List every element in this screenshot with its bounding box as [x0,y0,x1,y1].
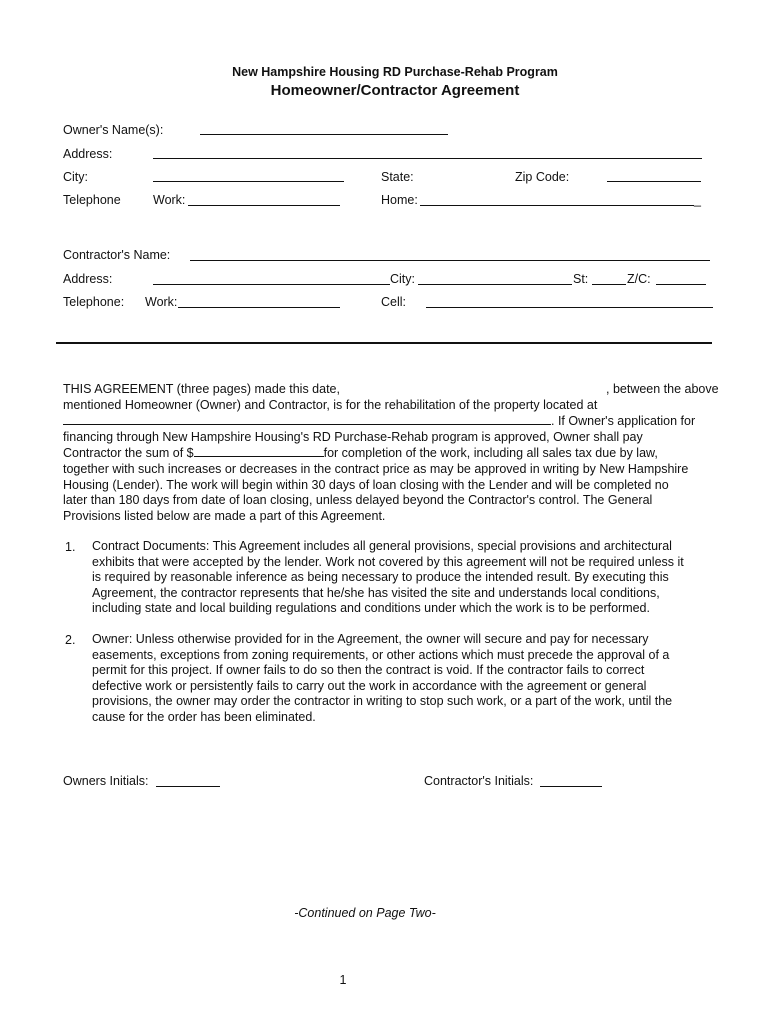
provision-owner [92,632,672,726]
owner-names-field[interactable] [200,134,448,135]
contractor-initials-label: Contractor's Initials: [424,774,534,788]
agreement-line: financing through New Hampshire Housing's RD Purchase-Rehab program is approved, Owner shall pay [63,429,643,444]
contractor-work-label: Work: [145,295,178,309]
agreement-line [63,413,729,430]
contractor-address-label: Address: [63,272,113,286]
provision-contract-documents [92,539,684,617]
owner-home-trail: _ [694,193,701,207]
agreement-line: mentioned Homeowner (Owner) and Contractor, is for the rehabilitation of the property located at [63,397,598,412]
owner-telephone-label: Telephone [63,193,121,207]
owner-initials-label: Owners Initials: [63,774,149,788]
contractor-st-field[interactable] [592,284,626,285]
agreement-sum-text: Contractor the sum of $ [63,446,194,461]
agreement-paragraph [63,382,729,524]
owner-state-label: State: [381,170,414,184]
contractor-cell-field[interactable] [426,307,713,308]
section-divider [56,342,712,344]
property-address-field[interactable] [63,413,551,425]
contractor-name-field[interactable] [190,260,710,261]
owner-zip-label: Zip Code: [515,170,570,184]
owner-initials-field[interactable] [156,786,220,787]
provision-line: provisions, the owner may order the contractor in writing to stop such work, or a part of the work, until the [92,694,673,709]
contractor-initials-field[interactable] [540,786,602,787]
owner-work-label: Work: [153,193,186,207]
provision-line: Agreement, the contractor represents that he/she has visited the site and understands local conditions, [92,585,660,600]
owner-home-phone-field[interactable] [420,205,694,206]
contractor-work-phone-field[interactable] [178,307,340,308]
owner-home-label: Home: [381,193,418,207]
provision-line: defective work or persistently fails to carry out the work in accordance with the agreement or general [92,678,647,693]
agreement-line: Provisions listed below are made a part of this Agreement. [63,508,386,523]
provision-number: 2. [65,633,76,647]
agreement-line [63,445,729,462]
provision-line: is required by reasonable inference as being necessary to produce the intended result. By executing this [92,570,669,585]
provision-line: easements, exceptions from zoning requirements, or other actions which must precede the approval of a [92,647,670,662]
contractor-address-field[interactable] [153,284,390,285]
provision-line: exhibits that were accepted by the lender. Work not covered by this agreement will not be required unless it [92,554,684,569]
contractor-zc-label: Z/C: [627,272,651,286]
agreement-date-text: THIS AGREEMENT (three pages) made this date, [63,382,340,396]
agreement-line: Housing (Lender). The work will begin within 30 days of loan closing with the Lender and will be completed no [63,477,669,492]
page-title: Homeowner/Contractor Agreement [270,82,520,99]
provision-line: cause for the order has been eliminated. [92,709,316,724]
agreement-line [63,382,729,398]
agreement-application-text: . If Owner's application for [551,414,696,429]
provision-line: including state and local building regulations and conditions under which the work is to be performed. [92,601,650,616]
provision-line: Owner: Unless otherwise provided for in the Agreement, the owner will secure and pay for necessary [92,632,649,646]
owner-address-field[interactable] [153,158,702,159]
owner-zip-field[interactable] [607,181,701,182]
contractor-zc-field[interactable] [656,284,706,285]
owner-city-field[interactable] [153,181,344,182]
contract-sum-field[interactable] [194,445,324,457]
contractor-telephone-label: Telephone: [63,295,125,309]
contractor-st-label: St: [573,272,589,286]
owner-address-label: Address: [63,147,113,161]
agreement-sum-trail: for completion of the work, including all sales tax due by law, [323,446,658,461]
continued-note: -Continued on Page Two- [294,906,436,920]
owner-city-label: City: [63,170,88,184]
owner-names-label: Owner's Name(s): [63,123,164,137]
owner-work-phone-field[interactable] [188,205,340,206]
program-title: New Hampshire Housing RD Purchase-Rehab Program [232,65,558,79]
agreement-line: later than 180 days from date of loan closing, unless delayed beyond the Contractor's control. The General [63,493,653,508]
page-number: 1 [339,973,347,987]
agreement-line: together with such increases or decreases in the contract price as may be approved in writing by New Hampshire [63,461,689,476]
agreement-date-trail: , between the above [606,382,719,396]
contractor-name-label: Contractor's Name: [63,248,171,262]
provision-number: 1. [65,540,76,554]
provision-line: permit for this project. If owner fails to do so then the contract is void. If the contractor fails to correct [92,663,645,678]
contractor-cell-label: Cell: [381,295,407,309]
contractor-city-field[interactable] [418,284,572,285]
provision-line: Contract Documents: This Agreement includes all general provisions, special provisions and architectural [92,539,672,553]
contractor-city-label: City: [390,272,415,286]
